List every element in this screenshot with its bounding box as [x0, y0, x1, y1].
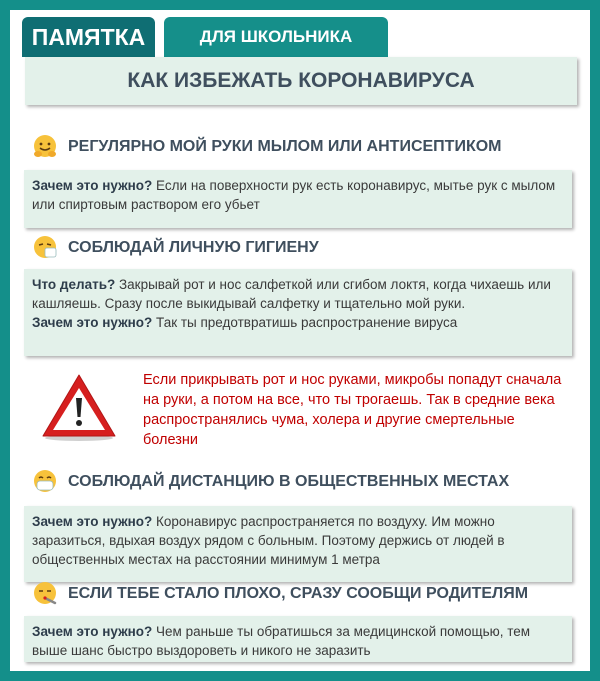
- info-box-distance: [24, 506, 572, 582]
- audience-tab: ДЛЯ ШКОЛЬНИКА: [164, 17, 388, 57]
- info-box-tell-parents: [24, 616, 572, 662]
- hugging-face-icon: [32, 134, 58, 160]
- page-title: КАК ИЗБЕЖАТЬ КОРОНАВИРУСА: [25, 57, 577, 105]
- why-label: Зачем это нужно?: [32, 624, 153, 639]
- section-heading-hygiene: [32, 232, 319, 264]
- section-heading-text: СОБЛЮДАЙ ДИСТАНЦИЮ В ОБЩЕСТВЕННЫХ МЕСТАХ: [68, 473, 510, 490]
- warning-triangle-icon: [40, 372, 118, 442]
- info-box-wash-hands: [24, 170, 572, 228]
- memo-panel: [10, 10, 590, 671]
- why-text: Так ты предотвратишь распространение вируса: [152, 315, 458, 330]
- section-heading-distance: [32, 466, 509, 498]
- do-label: Что делать?: [32, 277, 116, 292]
- do-text: Закрывай рот и нос салфеткой или сгибом локтя, когда чихаешь или кашляешь. Сразу после выкидывай салфетку и тщательно мой руки.: [32, 277, 551, 311]
- warning-text: Если прикрывать рот и нос руками, микробы попадут сначала на руки, а потом на все, что ты трогаешь. Так в средние века распространялись чума, холера и другие смертельные болезни: [143, 372, 562, 448]
- section-heading-text: РЕГУЛЯРНО МОЙ РУКИ МЫЛОМ ИЛИ АНТИСЕПТИКОМ: [68, 138, 502, 155]
- why-label: Зачем это нужно?: [32, 514, 153, 529]
- sneezing-face-icon: [32, 235, 58, 261]
- section-heading-wash-hands: [32, 131, 501, 163]
- section-heading-tell-parents: [32, 578, 528, 610]
- why-text: Если на поверхности рук есть коронавирус, мытье рук с мылом или спиртовым раствором его убьет: [32, 178, 556, 212]
- why-label: Зачем это нужно?: [32, 178, 153, 193]
- info-box-hygiene: [24, 269, 572, 356]
- section-heading-text: СОБЛЮДАЙ ЛИЧНУЮ ГИГИЕНУ: [68, 239, 319, 256]
- section-heading-text: ЕСЛИ ТЕБЕ СТАЛО ПЛОХО, СРАЗУ СООБЩИ РОДИТЕЛЯМ: [68, 585, 529, 602]
- why-text: Чем раньше ты обратишься за медицинской помощью, тем выше шанс быстро выздороветь и никого не заразить: [32, 624, 531, 658]
- memo-tab: ПАМЯТКА: [22, 17, 155, 57]
- medical-mask-face-icon: [32, 469, 58, 495]
- why-text: Коронавирус распространяется по воздуху. Им можно заразиться, вдыхая воздух рядом с больным. Поэтому держись от людей в общественных местах на расстоянии минимум 1 метра: [32, 514, 505, 567]
- thermometer-face-icon: [32, 581, 58, 607]
- why-label: Зачем это нужно?: [32, 315, 153, 330]
